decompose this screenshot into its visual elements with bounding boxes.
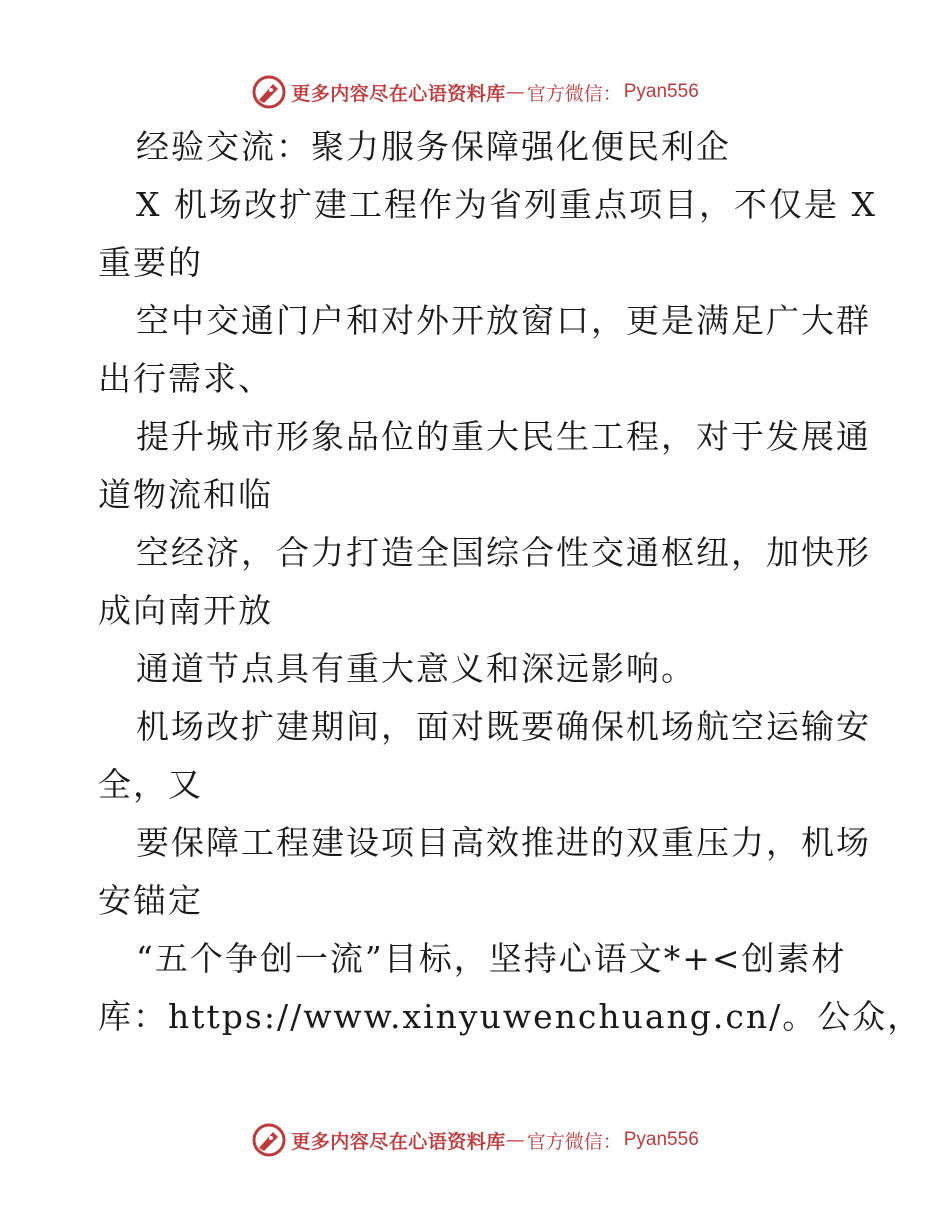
banner-separator: — bbox=[505, 81, 525, 103]
paragraph-line: “五个争创一流”目标，坚持心语文*+<创素材 bbox=[136, 939, 847, 978]
paragraph-line: 出行需求、 bbox=[98, 359, 273, 398]
banner-wechat-id: Pyan556 bbox=[623, 1129, 699, 1150]
paragraph-line: 通道节点具有重大意义和深远影响。 bbox=[136, 649, 696, 688]
banner-wechat-id: Pyan556 bbox=[623, 81, 699, 102]
document-title: 经验交流：聚力服务保障强化便民利企 bbox=[136, 127, 731, 166]
paragraph-line: 成向南开放 bbox=[98, 591, 273, 630]
paragraph-line: 道物流和临 bbox=[98, 475, 273, 514]
paragraph-line: 安锚定 bbox=[98, 881, 203, 920]
banner-text: 更多内容尽在心语资料库 bbox=[291, 82, 506, 105]
paragraph-line-url: 库：https://www.xinyuwenchuang.cn/。公众， bbox=[98, 997, 923, 1036]
paragraph-line: 全，又 bbox=[98, 765, 203, 804]
pen-nib-logo-icon bbox=[251, 1122, 287, 1158]
banner-wechat-label: 官方微信： bbox=[526, 82, 622, 105]
banner-wechat-label: 官方微信： bbox=[526, 1130, 622, 1153]
header-banner bbox=[0, 70, 950, 114]
paragraph-line: X 机场改扩建工程作为省列重点项目，不仅是 X bbox=[136, 185, 877, 224]
banner-text: 更多内容尽在心语资料库 bbox=[291, 1130, 506, 1153]
paragraph-line: 重要的 bbox=[98, 243, 203, 282]
paragraph-line: 要保障工程建设项目高效推进的双重压力，机场 bbox=[136, 823, 871, 862]
paragraph-line: 提升城市形象品位的重大民生工程，对于发展通 bbox=[136, 417, 871, 456]
document-body bbox=[98, 118, 923, 1046]
banner-separator: — bbox=[505, 1129, 525, 1151]
paragraph-line: 空中交通门户和对外开放窗口，更是满足广大群 bbox=[136, 301, 871, 340]
paragraph-line: 空经济，合力打造全国综合性交通枢纽，加快形 bbox=[136, 533, 871, 572]
paragraph-line: 机场改扩建期间，面对既要确保机场航空运输安 bbox=[136, 707, 871, 746]
footer-banner bbox=[0, 1118, 950, 1162]
pen-nib-logo-icon bbox=[251, 74, 287, 110]
